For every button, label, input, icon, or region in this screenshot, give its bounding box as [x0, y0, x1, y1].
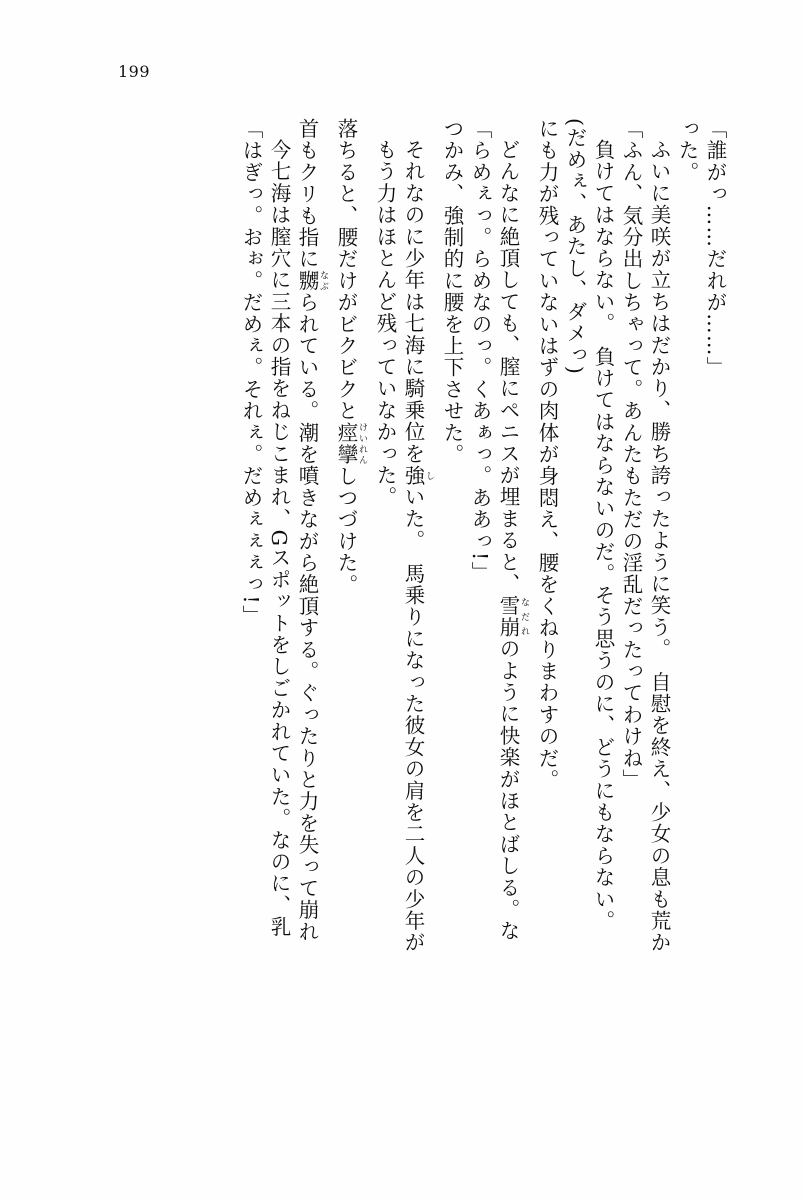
text-column: つかみ、強制的に腰を上下させた。: [440, 118, 464, 466]
text-column: 「はぎっ。おぉ。だめぇ。それぇ。だめぇぇぇっ!」: [239, 118, 263, 627]
ruby-naburareru: 嬲 なぶ: [295, 269, 328, 292]
text-column: 負けてはならない。 負けてはならないのだ。そう思うのに、どうにもならない。: [591, 139, 615, 932]
text-column: ふいに美咲が立ちはだかり、勝ち誇ったように笑う。 自慰を終え、少女の息も荒か: [647, 139, 671, 954]
text-column: 「ふん、気分出しちゃって。あんたもただの淫乱だったってわけね」: [619, 118, 643, 791]
text-column: (だめぇ、あたし、ダメっ): [563, 118, 587, 376]
text-column: もう力はほとんど残っていなかった。: [373, 139, 397, 508]
text-column: 「誰がっ……だれが……」: [703, 118, 727, 379]
text-column: 落ちると、腰だけがビクビクと痙攣 けいれんしつづけた。: [334, 118, 367, 596]
ruby-shiita: 強 し: [401, 464, 434, 487]
ruby-nadare: 雪崩 なだれ: [496, 594, 529, 639]
vertical-text-body: [233, 118, 725, 1128]
text-column: どんなに絶頂しても、膣にペニスが埋まると、雪崩 なだれのように快楽がほとばしる。な: [496, 139, 529, 942]
text-column: にも力が残っていないはずの肉体が身悶え、腰をくねりまわすのだ。: [535, 118, 559, 791]
text-column: 今七海は膣穴に三本の指をねじこまれ、Gスポットをしごかれていた。なのに、乳: [267, 139, 291, 938]
text-column: 首もクリも指に嬲 なぶられている。潮を噴きながら絶頂する。ぐったりと力を失って崩れ: [295, 118, 328, 943]
ruby-keiren: 痙攣 けいれん: [334, 421, 367, 466]
text-column: 「らめぇっ。らめなのっ。くあぁっ。ああっ!」: [468, 118, 492, 584]
page-number: 199: [118, 62, 151, 81]
text-column: った。: [675, 118, 699, 184]
text-column: それなのに少年は七海に騎乗位を強 しいた。 馬乗りになった彼女の肩を二人の少年が: [401, 139, 434, 954]
